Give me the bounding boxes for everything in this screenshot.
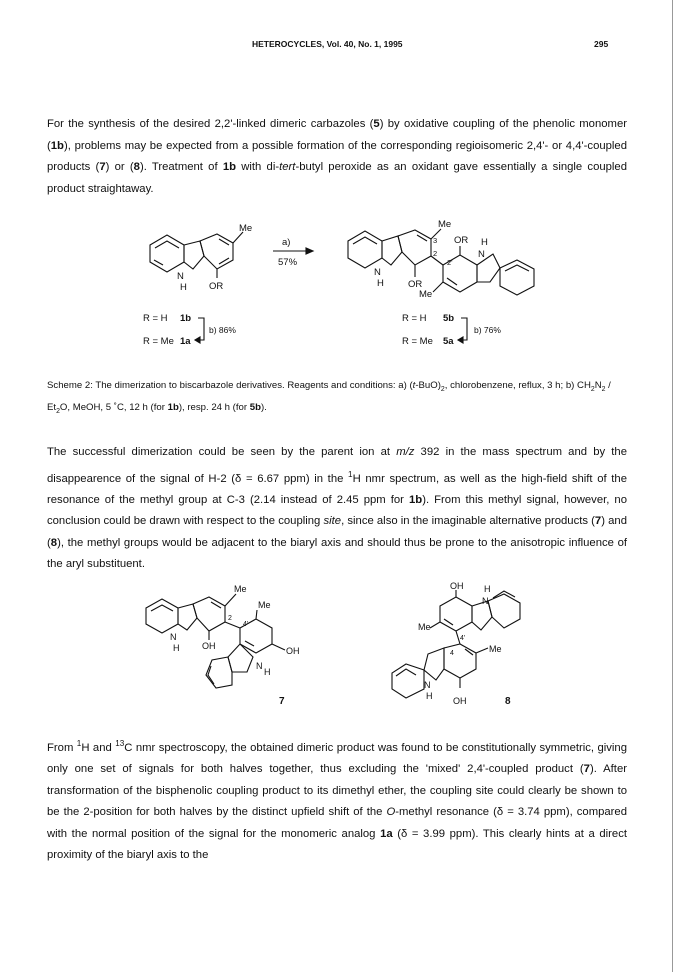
text-run: with di- [236, 161, 280, 173]
paragraph-3 [47, 733, 627, 867]
text-run: ) and ( [47, 515, 627, 549]
paragraph-2 [47, 442, 627, 576]
text-run: 2 [56, 407, 60, 415]
text-run: 2 [590, 385, 595, 393]
r-equals-me-label: R = Me [402, 336, 433, 347]
condition-label: b) 86% [209, 325, 236, 335]
nitrogen-label: N [374, 267, 381, 278]
text-run: From [47, 741, 77, 754]
methyl-label: Me [438, 219, 452, 230]
scheme-2-figure [0, 205, 676, 365]
nitrogen-label: N [482, 596, 489, 606]
text-run: ). From this methyl signal, however, no conclusion could be drawn with respect to the coupling [47, 493, 627, 528]
text-run: 1b [50, 139, 64, 152]
hydroxyl-label: OH [286, 646, 300, 656]
methyl-label: Me [239, 223, 253, 234]
text-run: C nmr spectroscopy, the obtained dimeric product was found to be constitutionally symmetric, giving only one set of signals for both halves together, thus excluding the 'mixed' 2,4'-coupled product ( [47, 741, 627, 776]
text-run: ) by oxidative coupling of the phenolic monomer ( [47, 118, 627, 152]
text-run: -BuO) [415, 380, 441, 391]
hydrogen-label: H [481, 237, 488, 248]
text-run: 2 [601, 385, 606, 393]
text-run: ). Treatment of [139, 161, 223, 173]
hydrogen-label: H [484, 584, 491, 594]
structures-7-8-figure [0, 580, 676, 730]
compound-7-label: 7 [279, 696, 285, 707]
text-run: ). [260, 401, 267, 413]
page-number: 295 [594, 39, 609, 49]
text-run: site [323, 515, 342, 528]
text-run: H and [81, 741, 116, 754]
or-label: OR [408, 279, 423, 290]
hydrogen-label: H [180, 282, 187, 293]
nitrogen-label: N [424, 680, 431, 690]
hydrogen-label: H [377, 278, 384, 289]
compound-1b-label: 1b [180, 313, 192, 324]
compound-5b-label: 5b [443, 313, 455, 324]
text-run: 1a [380, 827, 393, 840]
compound-8-label: 8 [505, 696, 511, 707]
position-2p-label: 2' [447, 258, 453, 267]
position-3-label: 3 [433, 236, 438, 245]
text-run: 1b [222, 161, 237, 173]
text-run: O, MeOH, 5 ˚C, 12 h (for [59, 401, 168, 413]
hydroxyl-label: OH [450, 581, 464, 591]
text-run: 5b [249, 401, 261, 413]
text-run: 1b [167, 401, 179, 413]
text-run: For the synthesis of the desired 2,2'-linked dimeric carbazoles ( [47, 118, 374, 130]
text-run: The successful dimerization could be seen by the parent ion at [47, 446, 397, 458]
text-run: 8 [133, 161, 140, 173]
page-border [672, 0, 673, 972]
r-equals-h-label: R = H [402, 313, 427, 324]
nitrogen-label: N [256, 661, 263, 671]
or-label: OR [454, 235, 469, 246]
text-run: N [594, 380, 602, 391]
methyl-label: Me [419, 289, 433, 300]
position-2-label: 2 [228, 615, 232, 622]
text-run: ), the methyl groups would be adjacent to the biaryl axis and should thus be prone to the anisotropic influence of the aryl substituent. [47, 536, 627, 571]
or-label: OR [209, 281, 224, 292]
text-run: H nmr spectrum, as well as the high-field shift of the resonance of the methyl group at C-3 (2.14 instead of 2.45 ppm for [47, 472, 627, 506]
compound-1a-label: 1a [180, 336, 191, 347]
text-run: (δ = 3.99 ppm). This clearly hints at a direct proximity of the biaryl axis to the [47, 827, 627, 862]
text-run: t [412, 380, 416, 391]
text-run: 392 in the mass spectrum and by the disappearence of the signal of H-2 (δ = 6.67 ppm) in the [47, 446, 627, 485]
text-run: 5 [373, 118, 380, 130]
text-run: 8 [50, 536, 58, 549]
hydrogen-label: H [173, 643, 180, 653]
text-run: 7 [583, 763, 590, 776]
nitrogen-label: N [170, 632, 177, 642]
r-equals-h-label: R = H [143, 313, 168, 324]
text-run: 1b [409, 493, 423, 506]
text-run: 2 [440, 385, 445, 393]
position-4p-label: 4' [243, 621, 249, 628]
text-run: O [386, 806, 396, 819]
methyl-label: Me [258, 600, 271, 610]
methyl-label: Me [234, 584, 247, 594]
text-run: 7 [99, 161, 106, 173]
text-run: ). After transformation of the bisphenolic coupling product to its dimethyl ether, the coupling site could clearly be shown to be the 2-position for both halves by the distinct upfield shift of the [47, 763, 627, 819]
text-run: , since also in the imaginable alternative products ( [341, 515, 595, 528]
text-run: 13 [115, 739, 125, 748]
text-run: ), problems may be expected from a possible formation of the corresponding regioisomeric 2,4'- or 4,4'-coupled products ( [47, 139, 627, 173]
hydroxyl-label: OH [202, 641, 216, 651]
text-run: tert [279, 161, 296, 173]
nitrogen-label: N [478, 249, 485, 260]
text-run: 7 [594, 515, 602, 528]
reaction-arrowhead [306, 248, 313, 254]
arrow-reagent-label: a) [282, 237, 291, 248]
paragraph-1 [47, 114, 627, 200]
compound-5a-label: 5a [443, 336, 454, 347]
text-run: -methyl resonance (δ = 3.74 ppm), compared with the normal position of the signal for the monomeric analog [47, 806, 627, 840]
text-run: m/z [396, 446, 415, 458]
hydroxyl-label: OH [453, 696, 467, 706]
arrow-yield-label: 57% [278, 257, 298, 268]
journal-citation: HETEROCYCLES, Vol. 40, No. 1, 1995 [252, 39, 403, 49]
text-run: 1 [76, 739, 82, 748]
methyl-label: Me [418, 622, 431, 632]
position-4-label: 4 [450, 650, 454, 657]
text-run: ), resp. 24 h (for [178, 401, 250, 413]
scheme-caption [47, 377, 631, 421]
biscarbazole-dimer-structure [348, 229, 534, 295]
carbazole-monomer-structure [150, 232, 243, 278]
hydrogen-label: H [426, 691, 433, 701]
text-run: -butyl peroxide as an oxidant gave essentially a single coupled product straightaway. [47, 161, 627, 195]
r-equals-me-label: R = Me [143, 336, 174, 347]
text-run: / Et [47, 380, 611, 413]
text-run: Scheme 2: The dimerization to biscarbazole derivatives. Reagents and conditions: a) ( [47, 380, 413, 391]
text-run: ) or ( [105, 161, 134, 173]
position-4p-label: 4' [460, 635, 466, 642]
methyl-label: Me [489, 644, 502, 654]
nitrogen-label: N [177, 271, 184, 282]
position-2-label: 2 [433, 249, 438, 258]
condition-label: b) 76% [474, 325, 501, 335]
text-run: 1 [348, 469, 353, 479]
text-run: , chlorobenzene, reflux, 3 h; b) CH [444, 380, 591, 391]
hydrogen-label: H [264, 667, 271, 677]
